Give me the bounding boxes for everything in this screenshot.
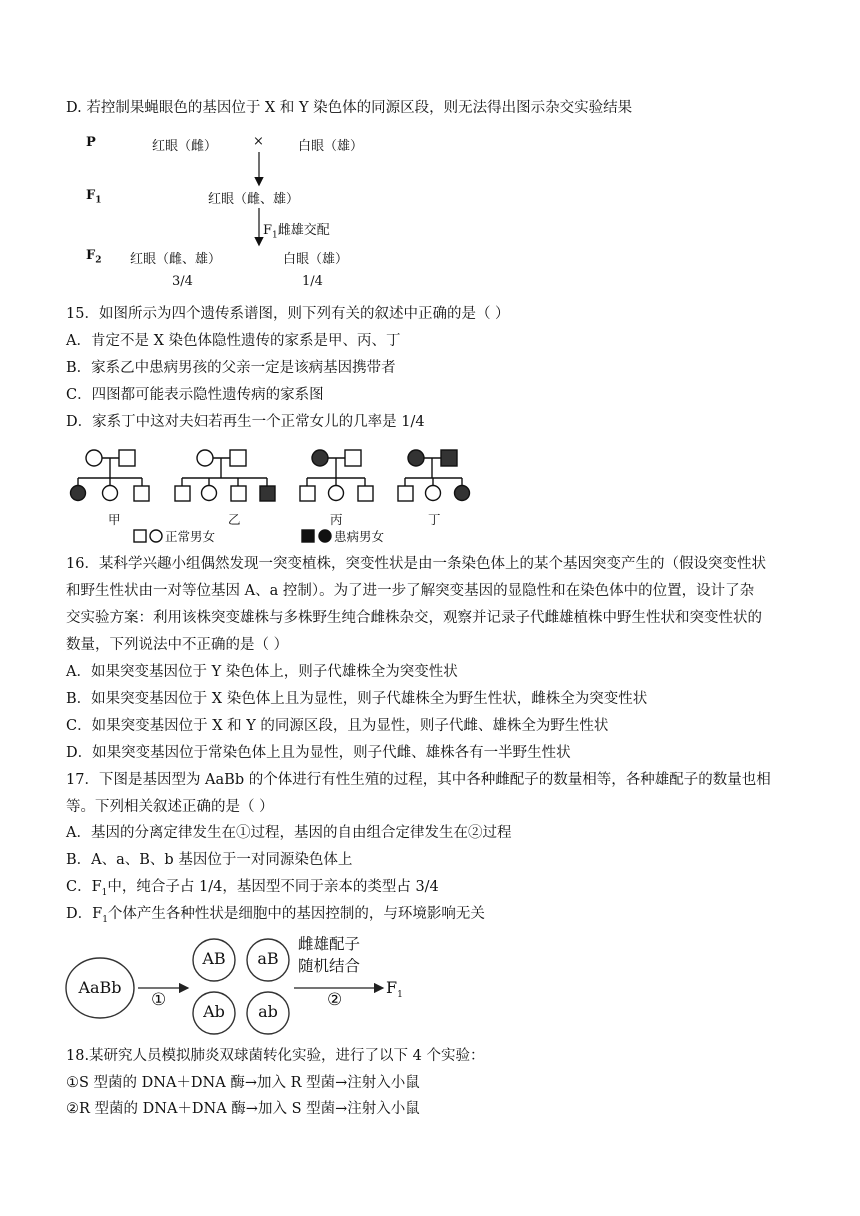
q16-stem-line-1: 16．某科学兴趣小组偶然发现一突变植株，突变性状是由一条染色体上的某个基因突变产生的（假设突变性状 [66, 556, 766, 572]
random-fusion-caption-2: 随机结合 [298, 957, 361, 975]
q18-item-1: ①S 型菌的 DNA＋DNA 酶→加入 R 型菌→注射入小鼠 [66, 1075, 420, 1091]
q15-option-d: D．家系丁中这对夫妇若再生一个正常女儿的几率是 1/4 [66, 414, 425, 430]
f2-left: 红眼（雌、雄） [130, 252, 222, 267]
parent-genotype: AaBb [78, 978, 122, 997]
q15-option-c: C．四图都可能表示隐性遗传病的家系图 [66, 387, 324, 403]
pedigree-yi [175, 450, 275, 501]
pedigree-label-bing: 丙 [330, 512, 343, 527]
cross-arrows [0, 0, 860, 300]
f1-label: $F_1$ [86, 188, 102, 206]
q18-stem: 18.某研究人员模拟肺炎双球菌转化实验，进行了以下 4 个实验： [66, 1048, 485, 1064]
q16-option-d: D．如果突变基因位于常染色体上且为显性，则子代雌、雄株各有一半野生性状 [66, 745, 571, 761]
pedigree-label-yi: 乙 [228, 512, 241, 527]
q17-option-d: D．$F_1$个体产生各种性状是细胞中的基因控制的，与环境影响无关 [66, 906, 485, 925]
gamete-ab-lower: ab [258, 1002, 278, 1021]
q17-option-a: A．基因的分离定律发生在①过程，基因的自由组合定律发生在②过程 [66, 825, 512, 841]
step-2-label: ② [327, 990, 343, 1010]
gamete-Ab: Ab [203, 1002, 225, 1021]
q16-stem-line-2: 和野生性状由一对等位基因 A、a 控制）。为了进一步了解突变基因的显隐性和在染色体中的位置，设计了杂 [66, 583, 755, 599]
f1-text: 红眼（雌、雄） [208, 192, 300, 207]
q16-option-a: A．如果突变基因位于 Y 染色体上，则子代雄株全为突变性状 [66, 664, 458, 680]
pedigree-label-jia: 甲 [108, 512, 121, 527]
q15-option-b: B．家系乙中患病男孩的父亲一定是该病基因携带者 [66, 360, 396, 376]
legend-affected-female [319, 530, 331, 542]
pedigree-bing [300, 450, 373, 501]
cross-sign: × [253, 134, 264, 149]
legend-affected-label: 患病男女 [334, 529, 385, 544]
pedigree-label-ding: 丁 [428, 512, 441, 527]
legend-normal-male [134, 530, 146, 542]
q16-option-c: C．如果突变基因位于 X 和 Y 的同源区段，且为显性，则子代雌、雄株全为野生性状 [66, 718, 609, 734]
f2-label: $F_2$ [86, 248, 102, 266]
pedigree-jia [71, 450, 150, 501]
pedigree-ding [398, 450, 470, 501]
legend-affected-male [302, 530, 314, 542]
f2-left-ratio: 3/4 [172, 274, 193, 289]
p-male: 白眼（雄） [298, 139, 364, 154]
step-1-label: ① [151, 990, 167, 1010]
q14-option-d: D. 若控制果蝇眼色的基因位于 X 和 Y 染色体的同源区段，则无法得出图示杂交实验结果 [66, 100, 633, 116]
q17-option-c: C．$F_1$中，纯合子占 1/4，基因型不同于亲本的类型占 3/4 [66, 879, 439, 898]
f2-right: 白眼（雄） [283, 252, 349, 267]
q17-option-b: B．A、a、B、b 基因位于一对同源染色体上 [66, 852, 353, 868]
q17-stem-line-2: 等。下列相关叙述正确的是（ ） [66, 799, 274, 815]
q16-stem-line-3: 交实验方案：利用该株突变雄株与多株野生纯合雌株杂交，观察并记录子代雌雄植株中野生性状和突变性状的 [66, 610, 762, 626]
random-fusion-caption-1: 雌雄配子 [298, 935, 361, 953]
pedigree-diagrams [60, 440, 490, 548]
gamete-aB: aB [257, 949, 279, 968]
legend-normal-label: 正常男女 [165, 529, 216, 544]
q16-stem-line-4: 数量，下列说法中不正确的是（ ） [66, 637, 289, 653]
gamete-ab: AB [202, 949, 226, 968]
q15-stem: 15．如图所示为四个遗传系谱图，则下列有关的叙述中正确的是（ ） [66, 306, 510, 322]
p-generation-label: P [86, 135, 96, 150]
f1-mating-label: $F_1$雌雄交配 [263, 223, 330, 241]
q17-stem-line-1: 17．下图是基因型为 AaBb 的个体进行有性生殖的过程，其中各种雌配子的数量相等，各种雄配子的数量也相 [66, 772, 771, 788]
q15-option-a: A．肯定不是 X 染色体隐性遗传的家系是甲、丙、丁 [66, 333, 401, 349]
q16-option-b: B．如果突变基因位于 X 染色体上且为显性，则子代雄株全为野生性状，雌株全为突变性状 [66, 691, 648, 707]
p-female: 红眼（雌） [152, 139, 218, 154]
f2-right-ratio: 1/4 [302, 274, 323, 289]
q18-item-2: ②R 型菌的 DNA＋DNA 酶→加入 S 型菌→注射入小鼠 [66, 1101, 420, 1117]
legend-normal-female [150, 530, 162, 542]
offspring-f1: $F_1$ [386, 978, 403, 1001]
